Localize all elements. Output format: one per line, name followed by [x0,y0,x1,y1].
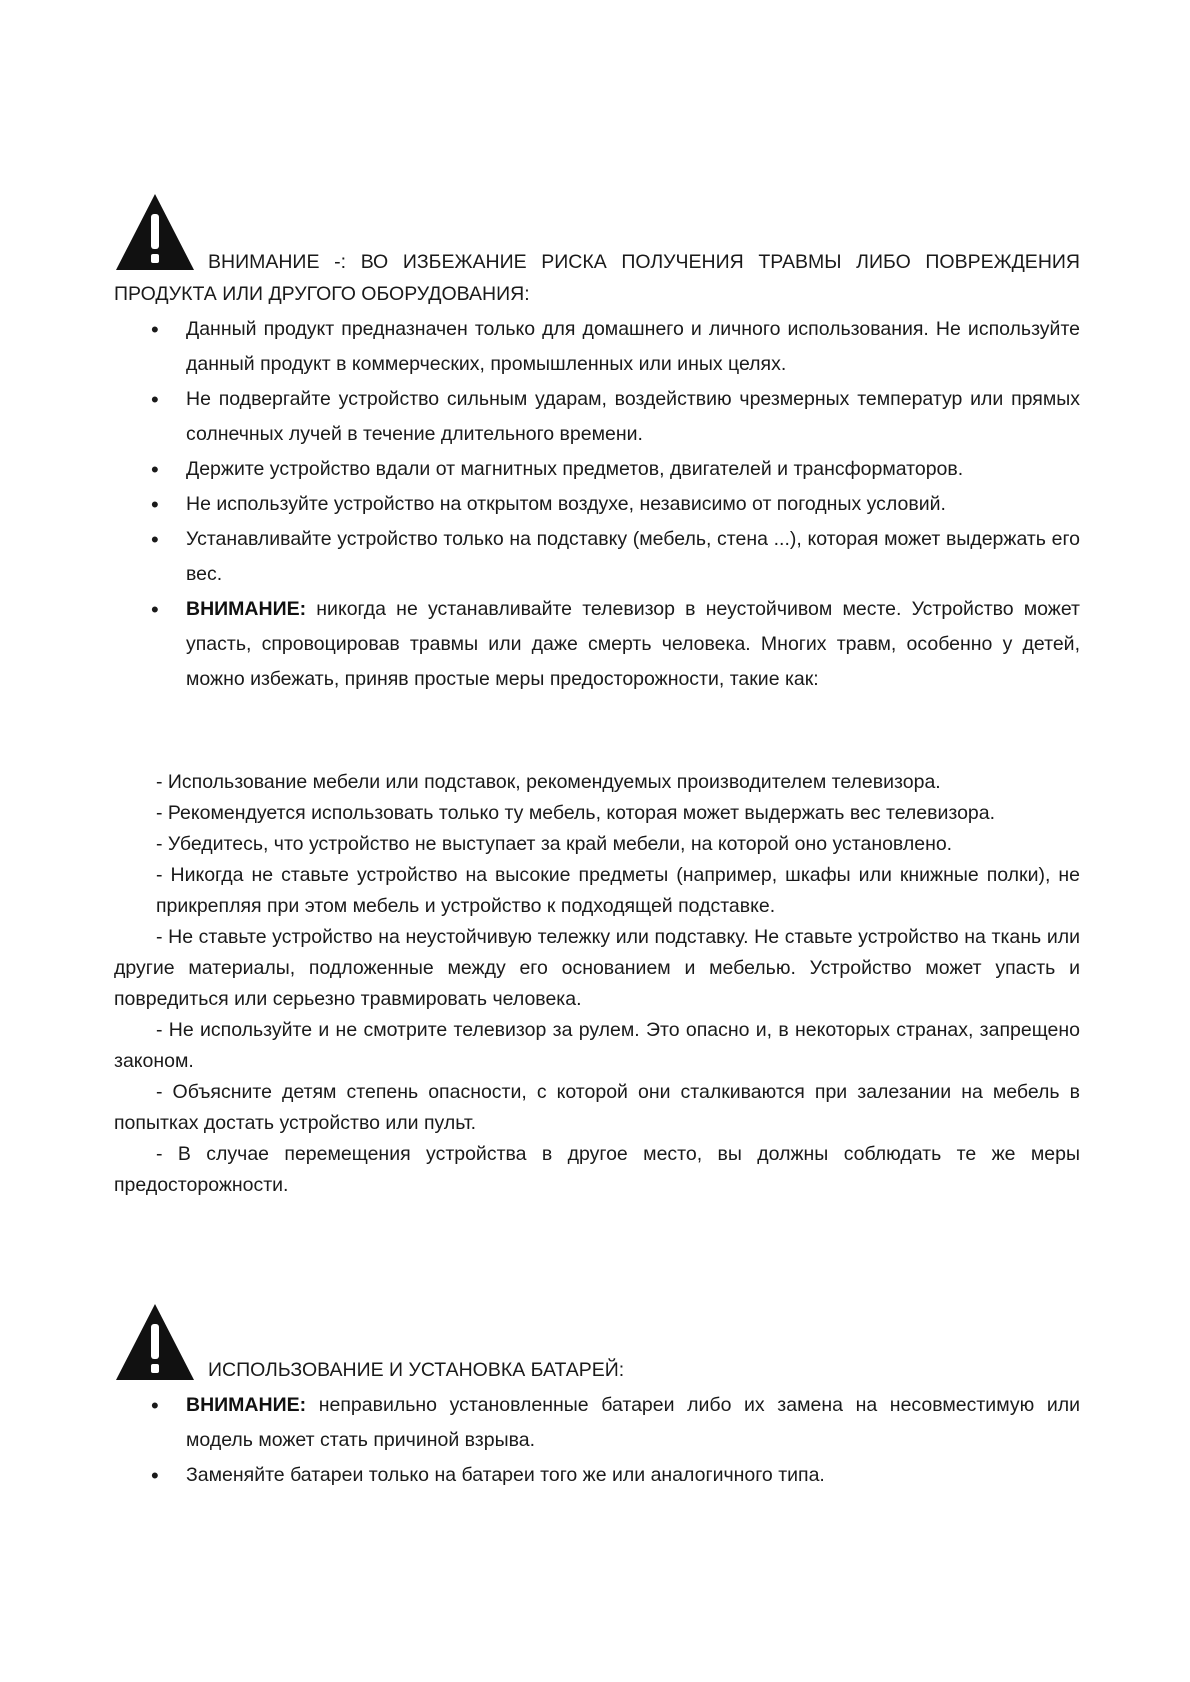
warning-label: ВНИМАНИЕ: [186,1394,307,1416]
paragraph: - Объясните детям степень опасности, с которой они сталкиваются при залезании на мебель в попытках достать устройство или пульт. [114,1081,1080,1134]
warning-heading [114,1302,1080,1386]
battery-list [114,1388,1080,1493]
warning-triangle-icon [114,192,196,274]
dash-item: - Использование мебели или подставок, рекомендуемых производителем телевизора. [156,771,941,793]
warning-section-batteries [114,1302,1080,1493]
warning-text: неправильно установленные батареи либо их замена на несовместимую или модель может стать причиной взрыва. [186,1394,1080,1451]
list-item: • Не используйте устройство на открытом воздухе, независимо от погодных условий. [114,487,1080,522]
paragraph: - Не используйте и не смотрите телевизор за рулем. Это опасно и, в некоторых странах, запрещено законом. [114,1019,1080,1072]
warning-section-injury [114,192,1080,697]
list-item: • Не подвергайте устройство сильным ударам, воздействию чрезмерных температур или прямых солнечных лучей в течение длительного времени. [114,382,1080,452]
warning-heading [114,192,1080,310]
dash-item: - Рекомендуется использовать только ту мебель, которая может выдержать вес телевизора. [156,802,996,824]
list-item: • Устанавливайте устройство только на подставку (мебель, стена ...), которая может выдержать его вес. [114,522,1080,592]
list-item: • Заменяйте батареи только на батареи того же или аналогичного типа. [114,1458,1080,1493]
warning-text: никогда не устанавливайте телевизор в неустойчивом месте. Устройство может упасть, спровоцировав травмы или даже смерть человека. Многих травм, особенно у детей, можно избежать, приняв простые меры предосторожности, такие как: [186,598,1080,690]
list-item: • Держите устройство вдали от магнитных предметов, двигателей и трансформаторов. [114,452,1080,487]
paragraph: - В случае перемещения устройства в другое место, вы должны соблюдать те же меры предосторожности. [114,1143,1080,1196]
list-item-warning [114,1388,1080,1458]
list-item: • Данный продукт предназначен только для домашнего и личного использования. Не используйте данный продукт в коммерческих, промышленных или иных целях. [114,312,1080,382]
dash-item: - Никогда не ставьте устройство на высокие предметы (например, шкафы или книжные полки), не прикрепляя при этом мебель и устройство к подходящей подставке. [156,864,1080,917]
warning-heading-text: ВНИМАНИЕ -: ВО ИЗБЕЖАНИЕ РИСКА ПОЛУЧЕНИЯ ТРАВМЫ ЛИБО ПОВРЕЖДЕНИЯ ПРОДУКТА ИЛИ ДРУГОГО ОБОРУДОВАНИЯ: [114,251,1080,305]
list-item-warning [114,592,1080,697]
warning-heading-text: ИСПОЛЬЗОВАНИЕ И УСТАНОВКА БАТАРЕЙ: [208,1359,625,1381]
furniture-safety-list [114,767,1080,1201]
warning-label: ВНИМАНИЕ: [186,598,307,620]
dash-item: - Убедитесь, что устройство не выступает за край мебели, на которой оно установлено. [156,833,953,855]
precautions-list [114,312,1080,697]
warning-triangle-icon [114,1302,196,1384]
paragraph: - Не ставьте устройство на неустойчивую тележку или подставку. Не ставьте устройство на ткань или другие материалы, подложенные между его основанием и мебелью. Устройство может упасть и повредиться или серьезно травмировать человека. [114,926,1080,1010]
